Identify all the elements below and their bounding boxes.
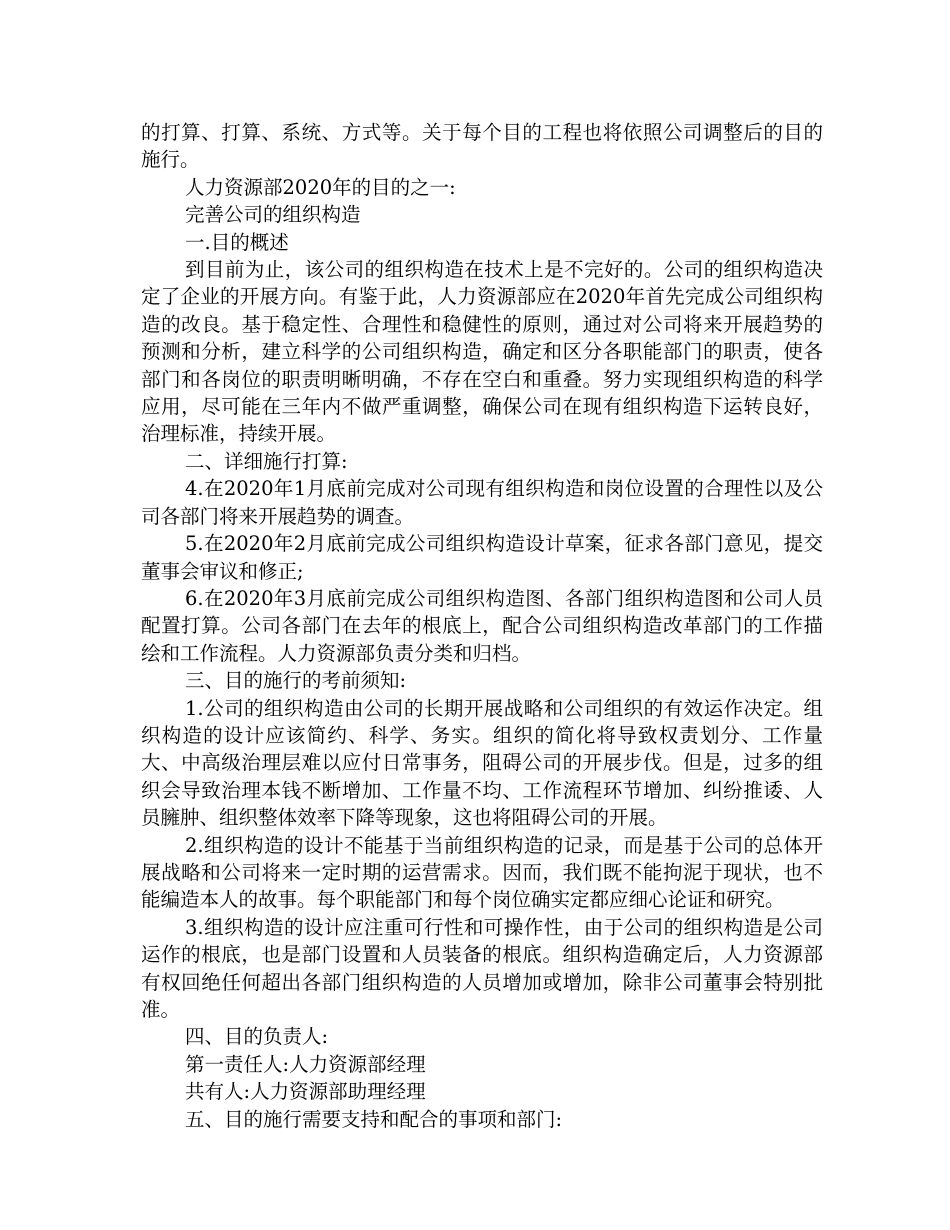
responsible-shared: 共有人:人力资源部助理经理 [185, 1080, 426, 1104]
document-body [141, 119, 823, 1133]
paragraph-goal-title: 完善公司的组织构造 [185, 203, 361, 227]
responsible-primary: 第一责任人:人力资源部经理 [185, 1052, 426, 1076]
note-item-1: 1.公司的组织构造由公司的长期开展战略和公司组织的有效运作决定。组织构造的设计应该简约、科学、务实。组织的简化将导致权责划分、工作量大、中高级治理层难以应付日常事务，阻碍公司的开展步伐。但是，过多的组织会导致治理本钱不断增加、工作量不均、工作流程环节增加、纠纷推诿、人员臃肿、组织整体效率下降等现象，这也将阻碍公司的开展。 [141, 696, 823, 830]
paragraph-goal-intro: 人力资源部2020年的目的之一: [185, 175, 456, 199]
note-item-3: 3.组织构造的设计应注重可行性和可操作性，由于公司的组织构造是公司运作的根底，也是部门设置和人员装备的根底。组织构造确定后，人力资源部有权回绝任何超出各部门组织构造的人员增加或增加，除非公司董事会特别批准。 [141, 915, 823, 1021]
section-heading-plan: 二、详细施行打算: [185, 449, 348, 473]
plan-item-6: 6.在2020年3月底前完成公司组织构造图、各部门组织构造图和公司人员配置打算。公司各部门在去年的根底上，配合公司组织构造改革部门的工作描绘和工作流程。人力资源部负责分类和归档。 [141, 586, 823, 665]
section-heading-support: 五、目的施行需要支持和配合的事项和部门: [185, 1107, 563, 1131]
paragraph-continuation: 的打算、打算、系统、方式等。关于每个目的工程也将依照公司调整后的目的施行。 [141, 121, 823, 172]
section-heading-notes: 三、目的施行的考前须知: [185, 669, 407, 693]
paragraph-overview-body: 到目前为止，该公司的组织构造在技术上是不完好的。公司的组织构造决定了企业的开展方向。有鉴于此，人力资源部应在2020年首先完成公司组织构造的改良。基于稳定性、合理性和稳健性的原则，通过对公司将来开展趋势的预测和分析，建立科学的公司组织构造，确定和区分各职能部门的职责，使各部门和各岗位的职责明晰明确，不存在空白和重叠。努力实现组织构造的科学应用，尽可能在三年内不做严重调整，确保公司在现有组织构造下运转良好，治理标准，持续开展。 [141, 258, 823, 446]
plan-item-5: 5.在2020年2月底前完成公司组织构造设计草案，征求各部门意见，提交董事会审议和修正; [141, 532, 823, 583]
plan-item-4: 4.在2020年1月底前完成对公司现有组织构造和岗位设置的合理性以及公司各部门将来开展趋势的调查。 [141, 477, 823, 528]
section-heading-overview: 一.目的概述 [185, 230, 289, 254]
note-item-2: 2.组织构造的设计不能基于当前组织构造的记录，而是基于公司的总体开展战略和公司将来一定时期的运营需求。因而，我们既不能拘泥于现状，也不能编造本人的故事。每个职能部门和每个岗位确实定都应细心论证和研究。 [141, 833, 823, 912]
section-heading-responsible: 四、目的负责人: [185, 1025, 329, 1049]
